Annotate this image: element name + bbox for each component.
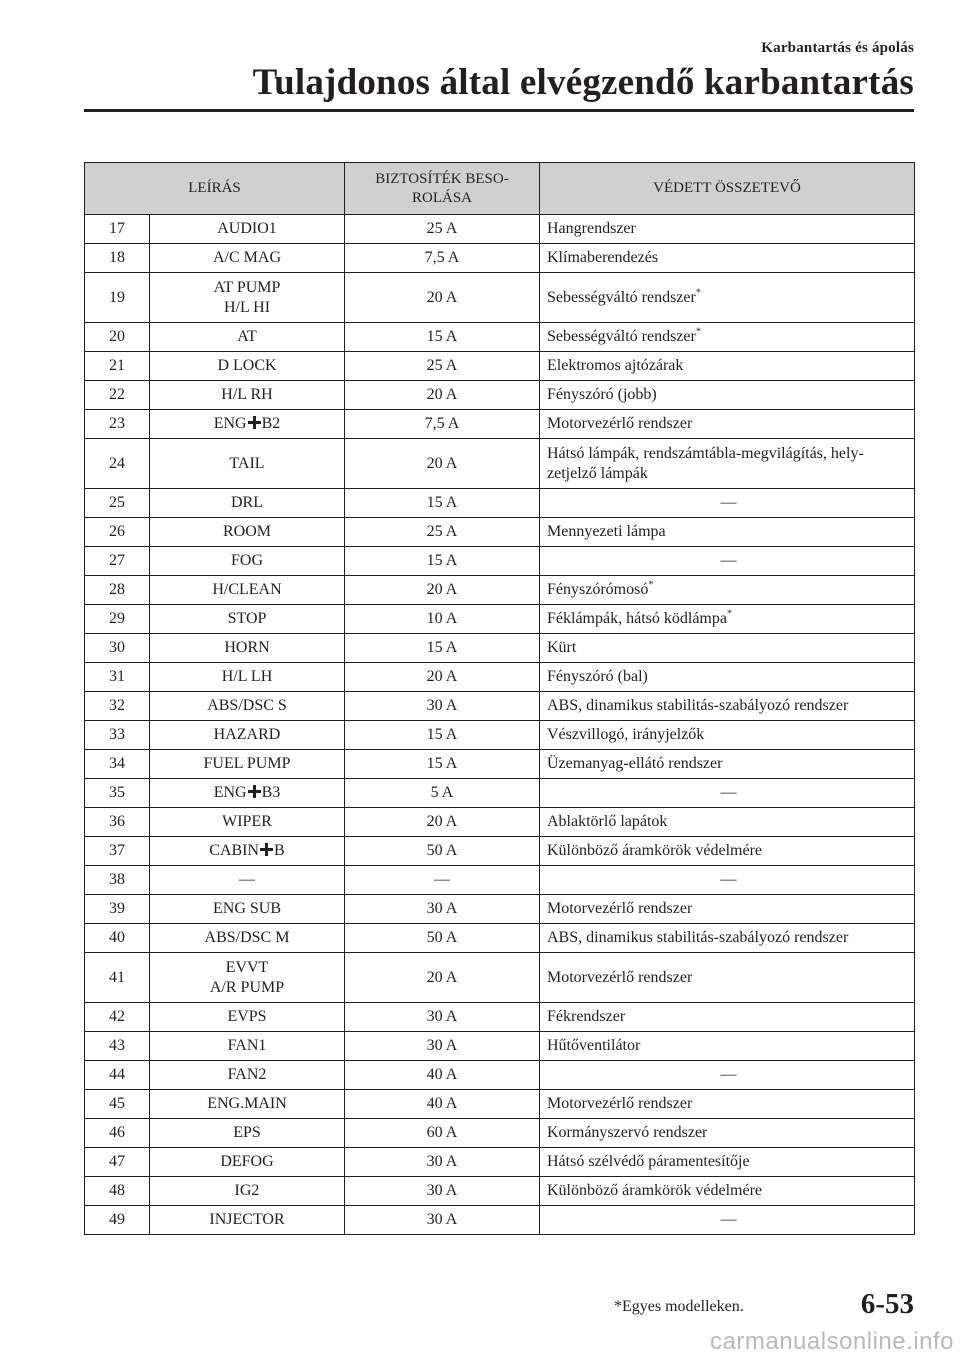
table-row xyxy=(85,721,915,750)
component-text: Klímaberendezés xyxy=(547,249,659,266)
cell-fuse-number: 41 xyxy=(85,953,150,1003)
component-text: ― xyxy=(720,1211,737,1228)
cell-fuse-number: 21 xyxy=(85,352,150,381)
cell-fuse-rating: 30 A xyxy=(345,1148,540,1177)
cell-protected-component xyxy=(540,1090,915,1119)
cell-fuse-number: 43 xyxy=(85,1032,150,1061)
cell-description: AUDIO1 xyxy=(150,215,345,244)
cell-protected-component xyxy=(540,273,915,323)
cell-protected-component xyxy=(540,953,915,1003)
table-row xyxy=(85,1119,915,1148)
component-text: Különböző áramkörök védelmére xyxy=(547,842,763,859)
table-row xyxy=(85,1003,915,1032)
cell-fuse-rating: 50 A xyxy=(345,837,540,866)
table-header-row xyxy=(85,163,915,215)
component-text: ABS, dinamikus stabilitás-szabályozó rendszer xyxy=(547,929,849,946)
cell-fuse-rating: 15 A xyxy=(345,323,540,352)
table-row xyxy=(85,244,915,273)
cell-fuse-rating: 40 A xyxy=(345,1090,540,1119)
table-row xyxy=(85,663,915,692)
cell-fuse-number: 27 xyxy=(85,547,150,576)
cell-fuse-rating: 20 A xyxy=(345,273,540,323)
cell-fuse-number: 48 xyxy=(85,1177,150,1206)
table-row xyxy=(85,352,915,381)
cell-protected-component xyxy=(540,895,915,924)
cell-protected-component xyxy=(540,244,915,273)
component-text: Különböző áramkörök védelmére xyxy=(547,1182,763,1199)
cell-description: HORN xyxy=(150,634,345,663)
table-row xyxy=(85,1090,915,1119)
cell-protected-component xyxy=(540,215,915,244)
table-row xyxy=(85,215,915,244)
cell-fuse-number: 20 xyxy=(85,323,150,352)
description-suffix: B2 xyxy=(261,415,281,432)
description-prefix: ENG xyxy=(213,415,247,432)
cell-protected-component xyxy=(540,1177,915,1206)
cell-fuse-rating: 15 A xyxy=(345,489,540,518)
cell-fuse-rating: 30 A xyxy=(345,895,540,924)
table-row xyxy=(85,576,915,605)
cell-fuse-rating: 10 A xyxy=(345,605,540,634)
cell-description: D LOCK xyxy=(150,352,345,381)
cell-fuse-rating: 20 A xyxy=(345,439,540,489)
cell-protected-component xyxy=(540,721,915,750)
cell-protected-component xyxy=(540,605,915,634)
cell-description: ABS/DSC M xyxy=(150,924,345,953)
table-row xyxy=(85,547,915,576)
cell-protected-component xyxy=(540,634,915,663)
cell-description: DEFOG xyxy=(150,1148,345,1177)
component-text: Kürt xyxy=(547,639,577,656)
plus-icon xyxy=(260,843,273,856)
component-text: Fényszóró (jobb) xyxy=(547,386,657,403)
cell-fuse-rating: 40 A xyxy=(345,1061,540,1090)
cell-fuse-rating: 30 A xyxy=(345,1032,540,1061)
cell-fuse-number: 45 xyxy=(85,1090,150,1119)
cell-protected-component xyxy=(540,779,915,808)
cell-protected-component xyxy=(540,547,915,576)
cell-fuse-number: 30 xyxy=(85,634,150,663)
column-header-fuse-rating: BIZTOSÍTÉK BESO- ROLÁSA xyxy=(345,163,540,215)
cell-fuse-number: 42 xyxy=(85,1003,150,1032)
component-text: ― xyxy=(720,494,737,511)
cell-description: EPS xyxy=(150,1119,345,1148)
cell-fuse-number: 37 xyxy=(85,837,150,866)
cell-protected-component xyxy=(540,750,915,779)
cell-protected-component xyxy=(540,663,915,692)
plus-icon xyxy=(248,416,261,429)
cell-fuse-number: 36 xyxy=(85,808,150,837)
cell-fuse-rating: 7,5 A xyxy=(345,410,540,439)
cell-description: EVVT A/R PUMP xyxy=(150,953,345,1003)
table-row xyxy=(85,634,915,663)
table-row xyxy=(85,895,915,924)
component-text: ― xyxy=(720,1066,737,1083)
component-text: Motorvezérlő rendszer xyxy=(547,968,693,986)
cell-description: WIPER xyxy=(150,808,345,837)
component-text: Motorvezérlő rendszer xyxy=(547,1095,693,1112)
cell-fuse-number: 35 xyxy=(85,779,150,808)
table-row xyxy=(85,1177,915,1206)
cell-description: ― xyxy=(150,866,345,895)
cell-protected-component xyxy=(540,1003,915,1032)
component-text: Motorvezérlő rendszer xyxy=(547,415,693,432)
watermark: carmanualsonline.info xyxy=(710,1328,954,1355)
cell-fuse-number: 38 xyxy=(85,866,150,895)
cell-fuse-number: 22 xyxy=(85,381,150,410)
description-prefix: CABIN xyxy=(209,842,260,859)
cell-protected-component xyxy=(540,1148,915,1177)
cell-protected-component xyxy=(540,1061,915,1090)
footnote-marker: * xyxy=(695,287,701,299)
cell-description: STOP xyxy=(150,605,345,634)
cell-description: H/CLEAN xyxy=(150,576,345,605)
description-suffix: B xyxy=(274,842,285,859)
table-row xyxy=(85,1061,915,1090)
component-text: Féklámpák, hátsó ködlámpa xyxy=(547,610,727,627)
cell-fuse-rating: 20 A xyxy=(345,953,540,1003)
cell-fuse-rating: 30 A xyxy=(345,1177,540,1206)
table-row xyxy=(85,1032,915,1061)
cell-protected-component xyxy=(540,924,915,953)
cell-fuse-number: 39 xyxy=(85,895,150,924)
cell-description: FAN1 xyxy=(150,1032,345,1061)
cell-protected-component xyxy=(540,1206,915,1235)
cell-fuse-rating: 7,5 A xyxy=(345,244,540,273)
cell-fuse-rating: 30 A xyxy=(345,1003,540,1032)
table-row xyxy=(85,1148,915,1177)
cell-description: ENG.MAIN xyxy=(150,1090,345,1119)
description-prefix: ENG xyxy=(213,784,247,801)
table-row xyxy=(85,605,915,634)
cell-fuse-rating: 25 A xyxy=(345,215,540,244)
cell-protected-component xyxy=(540,352,915,381)
component-text: ― xyxy=(720,784,737,801)
table-row xyxy=(85,439,915,489)
cell-description: ENG SUB xyxy=(150,895,345,924)
fuse-table xyxy=(84,162,915,1235)
cell-fuse-number: 18 xyxy=(85,244,150,273)
cell-description: ABS/DSC S xyxy=(150,692,345,721)
section-heading: Karbantartás és ápolás xyxy=(761,40,914,56)
table-row xyxy=(85,750,915,779)
component-text: Hangrendszer xyxy=(547,220,636,237)
footnote-marker: * xyxy=(648,579,654,591)
component-text: ― xyxy=(720,552,737,569)
cell-description xyxy=(150,779,345,808)
cell-fuse-rating: 20 A xyxy=(345,576,540,605)
cell-fuse-rating: 30 A xyxy=(345,692,540,721)
cell-description: DRL xyxy=(150,489,345,518)
component-text: Mennyezeti lámpa xyxy=(547,523,666,540)
component-text: Hűtőventilátor xyxy=(547,1037,641,1054)
cell-fuse-number: 26 xyxy=(85,518,150,547)
column-header-description: LEÍRÁS xyxy=(85,163,345,215)
cell-description: FAN2 xyxy=(150,1061,345,1090)
cell-fuse-number: 33 xyxy=(85,721,150,750)
cell-protected-component xyxy=(540,410,915,439)
cell-fuse-rating: 15 A xyxy=(345,721,540,750)
table-row xyxy=(85,837,915,866)
cell-fuse-rating: 20 A xyxy=(345,808,540,837)
component-text: Vészvillogó, irányjelzők xyxy=(547,726,705,743)
header-rule xyxy=(84,109,914,112)
component-text: Üzemanyag-ellátó rendszer xyxy=(547,755,723,772)
cell-description xyxy=(150,410,345,439)
table-row xyxy=(85,518,915,547)
component-text: ― xyxy=(720,871,737,888)
footnote-marker: * xyxy=(726,608,732,620)
cell-protected-component xyxy=(540,381,915,410)
component-text: Hátsó szélvédő páramentesítője xyxy=(547,1153,750,1170)
cell-description: AT xyxy=(150,323,345,352)
table-row xyxy=(85,692,915,721)
component-text: Sebességváltó rendszer xyxy=(547,288,696,306)
cell-fuse-rating: 20 A xyxy=(345,381,540,410)
cell-description: IG2 xyxy=(150,1177,345,1206)
table-row xyxy=(85,489,915,518)
cell-fuse-number: 32 xyxy=(85,692,150,721)
cell-fuse-rating: 25 A xyxy=(345,518,540,547)
footnote: *Egyes modelleken. xyxy=(614,1298,744,1315)
component-text: Motorvezérlő rendszer xyxy=(547,900,693,917)
cell-fuse-number: 47 xyxy=(85,1148,150,1177)
cell-fuse-number: 29 xyxy=(85,605,150,634)
cell-protected-component xyxy=(540,439,915,489)
cell-fuse-rating: 25 A xyxy=(345,352,540,381)
cell-fuse-number: 28 xyxy=(85,576,150,605)
cell-description xyxy=(150,837,345,866)
cell-fuse-rating: 15 A xyxy=(345,634,540,663)
cell-fuse-number: 44 xyxy=(85,1061,150,1090)
column-header-protected-component: VÉDETT ÖSSZETEVŐ xyxy=(540,163,915,215)
component-text: Fényszórómosó xyxy=(547,581,649,598)
plus-icon xyxy=(248,785,261,798)
cell-protected-component xyxy=(540,837,915,866)
cell-description: FOG xyxy=(150,547,345,576)
cell-fuse-number: 17 xyxy=(85,215,150,244)
cell-fuse-rating: 15 A xyxy=(345,547,540,576)
cell-fuse-rating: 50 A xyxy=(345,924,540,953)
cell-fuse-number: 49 xyxy=(85,1206,150,1235)
cell-fuse-rating: 15 A xyxy=(345,750,540,779)
cell-protected-component xyxy=(540,808,915,837)
cell-protected-component xyxy=(540,692,915,721)
cell-fuse-rating: 5 A xyxy=(345,779,540,808)
cell-fuse-number: 25 xyxy=(85,489,150,518)
cell-fuse-rating: 60 A xyxy=(345,1119,540,1148)
table-row xyxy=(85,779,915,808)
cell-description: HAZARD xyxy=(150,721,345,750)
cell-fuse-number: 31 xyxy=(85,663,150,692)
cell-description: EVPS xyxy=(150,1003,345,1032)
cell-protected-component xyxy=(540,1119,915,1148)
cell-description: A/C MAG xyxy=(150,244,345,273)
component-text: Sebességváltó rendszer xyxy=(547,328,696,345)
cell-fuse-rating: 30 A xyxy=(345,1206,540,1235)
cell-protected-component xyxy=(540,1032,915,1061)
table-row xyxy=(85,1206,915,1235)
table-row xyxy=(85,381,915,410)
component-text: Fényszóró (bal) xyxy=(547,668,648,685)
table-row xyxy=(85,953,915,1003)
description-suffix: B3 xyxy=(261,784,281,801)
cell-protected-component xyxy=(540,323,915,352)
page-title: Tulajdonos által elvégzendő karbantartás xyxy=(252,62,914,103)
cell-fuse-number: 46 xyxy=(85,1119,150,1148)
cell-fuse-number: 23 xyxy=(85,410,150,439)
table-row xyxy=(85,273,915,323)
cell-fuse-number: 40 xyxy=(85,924,150,953)
component-text: Kormányszervó rendszer xyxy=(547,1124,708,1141)
component-text: ABS, dinamikus stabilitás-szabályozó rendszer xyxy=(547,697,849,714)
cell-fuse-number: 34 xyxy=(85,750,150,779)
component-text: Hátsó lámpák, rendszámtábla-megvilágítás, hely- zetjelző lámpák xyxy=(547,444,864,482)
cell-fuse-number: 19 xyxy=(85,273,150,323)
cell-description: TAIL xyxy=(150,439,345,489)
cell-protected-component xyxy=(540,866,915,895)
cell-protected-component xyxy=(540,518,915,547)
cell-fuse-rating: 20 A xyxy=(345,663,540,692)
footnote-marker: * xyxy=(695,326,701,338)
cell-description: AT PUMP H/L HI xyxy=(150,273,345,323)
fuse-table-body xyxy=(85,215,915,1235)
cell-fuse-number: 24 xyxy=(85,439,150,489)
cell-protected-component xyxy=(540,489,915,518)
component-text: Ablaktörlő lapátok xyxy=(547,813,668,830)
table-row xyxy=(85,808,915,837)
table-row xyxy=(85,323,915,352)
table-row xyxy=(85,866,915,895)
cell-description: INJECTOR xyxy=(150,1206,345,1235)
cell-fuse-rating: ― xyxy=(345,866,540,895)
cell-description: ROOM xyxy=(150,518,345,547)
cell-protected-component xyxy=(540,576,915,605)
cell-description: H/L LH xyxy=(150,663,345,692)
table-row xyxy=(85,924,915,953)
cell-description: H/L RH xyxy=(150,381,345,410)
cell-description: FUEL PUMP xyxy=(150,750,345,779)
table-row xyxy=(85,410,915,439)
component-text: Fékrendszer xyxy=(547,1008,626,1025)
page-number: 6-53 xyxy=(860,1288,914,1320)
component-text: Elektromos ajtózárak xyxy=(547,357,684,374)
